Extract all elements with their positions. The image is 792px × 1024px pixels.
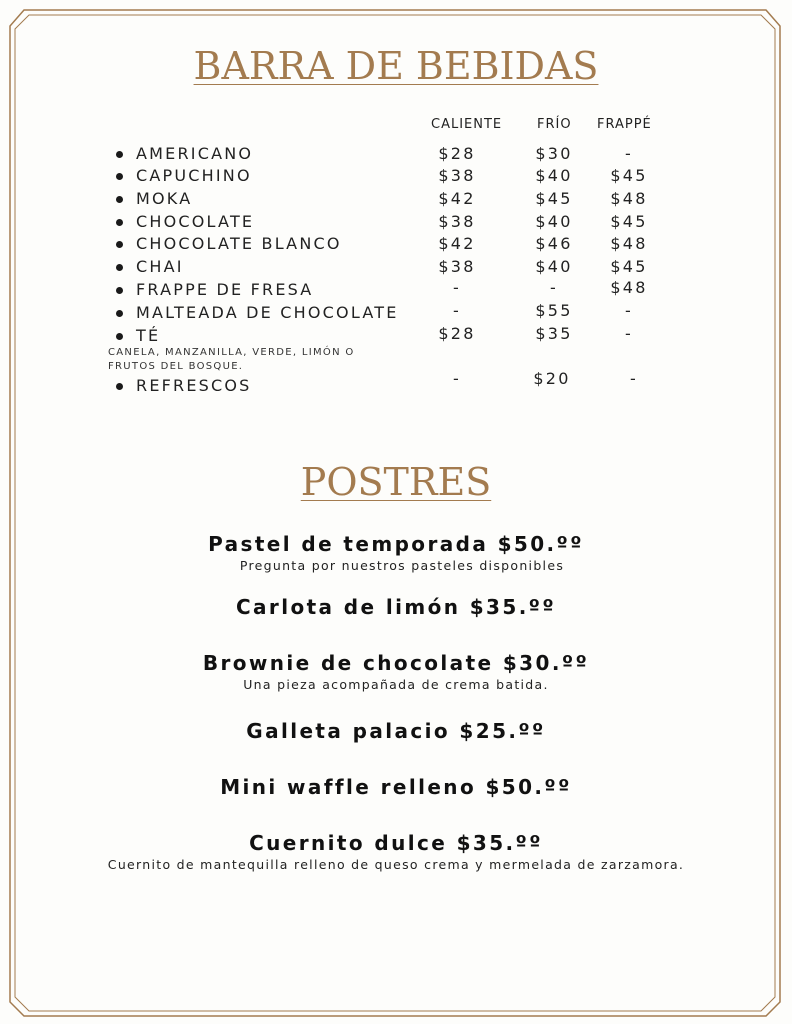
drink-name: CHOCOLATE BLANCO	[136, 234, 342, 253]
price-frio: $35	[535, 324, 573, 343]
price-frappe: -	[630, 369, 638, 388]
drink-name: REFRESCOS	[136, 376, 252, 395]
dessert-description: Una pieza acompañada de crema batida.	[243, 677, 549, 692]
dessert-description: Cuernito de mantequilla relleno de queso crema y mermelada de zarzamora.	[107, 857, 685, 872]
dessert-description: Pregunta por nuestros pasteles disponibles	[239, 558, 565, 573]
bullet-icon	[116, 264, 123, 271]
price-caliente: -	[453, 278, 461, 297]
bullet-icon	[116, 287, 123, 294]
bullet-icon	[116, 383, 123, 390]
dessert-item	[0, 595, 792, 619]
price-frio: -	[550, 278, 558, 297]
price-caliente: $38	[438, 166, 476, 185]
drink-name: MOKA	[136, 189, 193, 208]
price-frappe: $48	[610, 189, 648, 208]
dessert-item	[0, 775, 792, 799]
bullet-icon	[116, 333, 123, 340]
price-frappe: $45	[610, 166, 648, 185]
drink-row	[0, 369, 792, 398]
bullet-icon	[116, 241, 123, 248]
price-frio: $40	[535, 257, 573, 276]
drink-row	[0, 144, 792, 166]
drink-name: CHOCOLATE	[136, 212, 255, 231]
dessert-name: Pastel de temporada $50.ºº	[208, 532, 584, 556]
bullet-icon	[116, 310, 123, 317]
drink-row	[0, 280, 792, 302]
postres-title: POSTRES	[300, 460, 492, 504]
price-frappe: $48	[610, 278, 648, 297]
price-frio: $46	[535, 234, 573, 253]
drink-name: MALTEADA DE CHOCOLATE	[136, 303, 399, 322]
price-frio: $55	[535, 301, 573, 320]
price-frappe: -	[625, 144, 633, 163]
dessert-item	[0, 532, 792, 573]
price-frio: $30	[535, 144, 573, 163]
price-frappe: $45	[610, 257, 648, 276]
bullet-icon	[116, 219, 123, 226]
price-frio: $40	[535, 212, 573, 231]
drink-name: AMERICANO	[136, 144, 254, 163]
drink-row	[0, 257, 792, 279]
drink-row	[0, 212, 792, 234]
price-caliente: -	[453, 369, 461, 388]
price-caliente: $38	[438, 212, 476, 231]
dessert-name: Mini waffle relleno $50.ºº	[220, 775, 572, 799]
price-frio: $20	[533, 369, 571, 388]
price-frappe: $48	[610, 234, 648, 253]
price-caliente: $28	[438, 324, 476, 343]
drink-row	[0, 234, 792, 256]
price-caliente: $42	[438, 234, 476, 253]
dessert-name: Cuernito dulce $35.ºº	[249, 831, 543, 855]
drink-row	[0, 326, 792, 348]
price-caliente: -	[453, 301, 461, 320]
dessert-name: Galleta palacio $25.ºº	[246, 719, 546, 743]
te-note: CANELA, MANZANILLA, VERDE, LIMÓN O FRUTOS DEL BOSQUE.	[108, 347, 355, 372]
drink-name: CHAI	[136, 257, 184, 276]
drink-row	[0, 166, 792, 188]
price-frappe: -	[625, 301, 633, 320]
dessert-item	[0, 831, 792, 872]
bullet-icon	[116, 173, 123, 180]
price-caliente: $28	[438, 144, 476, 163]
dessert-item	[0, 719, 792, 743]
drink-name: CAPUCHINO	[136, 166, 252, 185]
price-frappe: $45	[610, 212, 648, 231]
bullet-icon	[116, 151, 123, 158]
drink-name: TÉ	[136, 326, 161, 345]
drink-row	[0, 303, 792, 325]
price-frio: $45	[535, 189, 573, 208]
drink-name: FRAPPE DE FRESA	[136, 280, 314, 299]
dessert-name: Brownie de chocolate $30.ºº	[202, 651, 590, 675]
price-frappe: -	[625, 324, 633, 343]
bebidas-title: BARRA DE BEBIDAS	[193, 44, 599, 88]
bullet-icon	[116, 196, 123, 203]
dessert-name: Carlota de limón $35.ºº	[235, 595, 557, 619]
dessert-item	[0, 651, 792, 692]
price-frio: $40	[535, 166, 573, 185]
price-caliente: $38	[438, 257, 476, 276]
column-header-frappe: FRAPPÉ	[597, 117, 652, 132]
column-header-caliente: CALIENTE	[431, 117, 503, 132]
column-header-frio: FRÍO	[537, 117, 572, 132]
price-caliente: $42	[438, 189, 476, 208]
drink-row	[0, 189, 792, 211]
